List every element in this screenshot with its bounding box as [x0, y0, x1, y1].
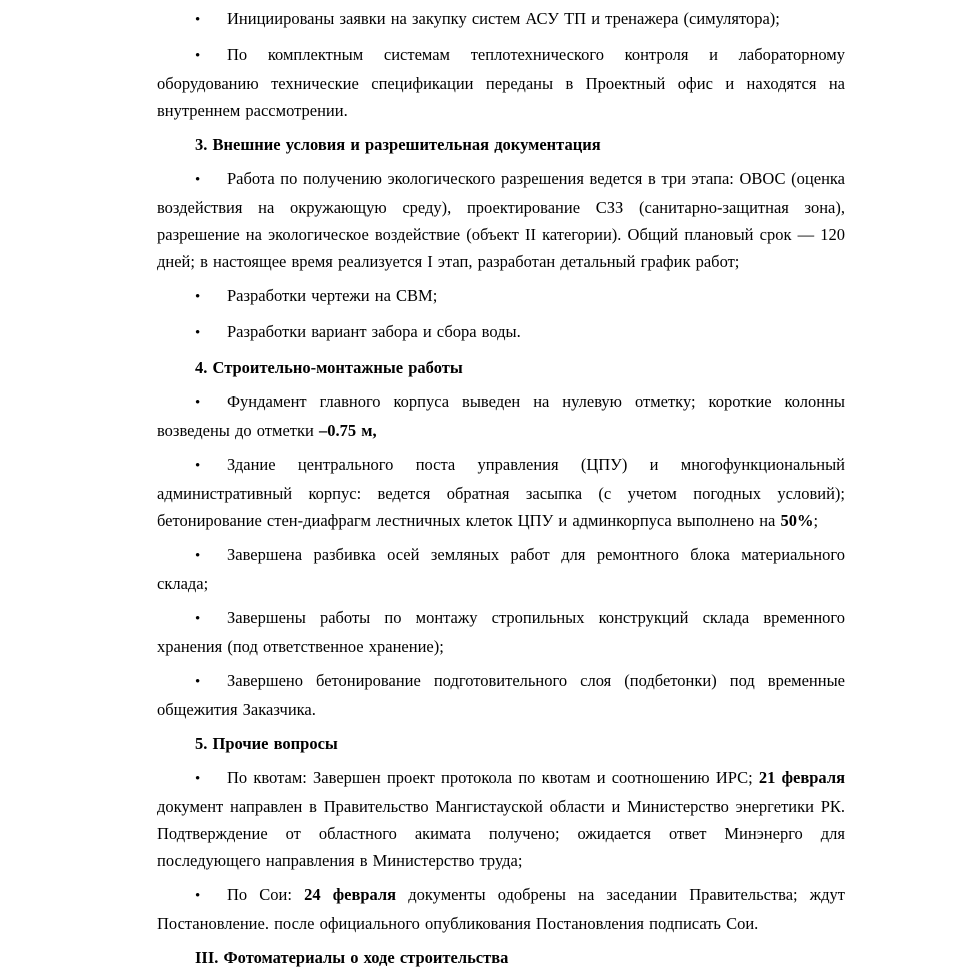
section-heading-5 — [157, 730, 845, 757]
bullet-item-quotas — [157, 764, 845, 874]
bullet-item-cpu-building — [157, 451, 845, 534]
text-run: Разработки вариант забора и сбора воды. — [227, 322, 521, 341]
text-run: документ направлен в Правительство Мангистауской области и Министерство энергетики РК. Подтверждение от областного акимата получено; ожидается ответ Минэнерго для последующего направления в Министерство труда; — [157, 797, 845, 870]
bullet-item-water-intake — [157, 318, 845, 347]
text-run: –0.75 м, — [318, 421, 377, 440]
bullet-item-soi — [157, 881, 845, 937]
bullet-icon: • — [195, 12, 201, 28]
bullet-item-truss-structures — [157, 604, 845, 660]
text-run: По квотам: Завершен проект протокола по квотам и соотношению ИРС; — [227, 768, 759, 787]
text-run: ; — [813, 511, 819, 530]
text-run: III. Фотоматериалы о ходе строительства — [195, 948, 509, 967]
bullet-icon: • — [195, 771, 201, 787]
bullet-item-svm-drawings — [157, 282, 845, 311]
bullet-item-thermal-control — [157, 41, 845, 124]
bullet-item-ecology — [157, 165, 845, 275]
text-run: 50% — [780, 511, 814, 530]
bullet-item-warehouse-axes — [157, 541, 845, 597]
section-heading-4 — [157, 354, 845, 381]
text-run: документы одобрены на заседании Правительства; ждут Постановление. после официального опубликования Постановления подписать Сои. — [157, 885, 845, 933]
text-run: 5. Прочие вопросы — [195, 734, 338, 753]
bullet-icon: • — [195, 888, 201, 904]
text-run: Инициированы заявки на закупку систем АСУ ТП и тренажера (симулятора); — [227, 9, 780, 28]
text-run: 21 февраля — [758, 768, 846, 787]
bullet-icon: • — [195, 611, 201, 627]
section-heading-photo — [157, 944, 845, 971]
bullet-icon: • — [195, 548, 201, 564]
section-heading-3 — [157, 131, 845, 158]
text-run: 24 февраля — [304, 885, 397, 904]
bullet-icon: • — [195, 325, 201, 341]
text-run: Здание центрального поста управления (ЦПУ) и многофункциональный административный корпус: ведется обратная засыпка (с учетом погодных условий); бетонирование стен-диафрагм лестничных клеток ЦПУ и админкорпуса выполнено на — [157, 455, 845, 530]
text-run: Завершено бетонирование подготовительного слоя (подбетонки) под временные общежития Заказчика. — [157, 671, 845, 719]
bullet-item-foundation — [157, 388, 845, 444]
text-run: Разработки чертежи на СВМ; — [227, 286, 438, 305]
bullet-icon: • — [195, 458, 201, 474]
text-run: Работа по получению экологического разрешения ведется в три этапа: ОВОС (оценка воздействия на окружающую среду), проектирование СЗЗ (санитарно-защитная зона), разрешение на экологическое воздействие (объект II категории). Общий плановый срок — 120 дней; в настоящее время реализуется I этап, разработан детальный график работ; — [157, 169, 845, 271]
text-run: Завершена разбивка осей земляных работ для ремонтного блока материального склада; — [157, 545, 845, 593]
bullet-icon: • — [195, 395, 201, 411]
bullet-icon: • — [195, 674, 201, 690]
text-run: 4. Строительно-монтажные работы — [195, 358, 463, 377]
bullet-icon: • — [195, 48, 201, 64]
text-run: Завершены работы по монтажу стропильных конструкций склада временного хранения (под ответственное хранение); — [157, 608, 845, 656]
text-run: По комплектным системам теплотехнического контроля и лабораторному оборудованию технические спецификации переданы в Проектный офис и находятся на внутреннем рассмотрении. — [157, 45, 845, 120]
text-run: Фундамент главного корпуса выведен на нулевую отметку; короткие колонны возведены до отметки — [157, 392, 845, 440]
bullet-item-concrete-layer — [157, 667, 845, 723]
text-run: По Сои: — [227, 885, 305, 904]
text-run: 3. Внешние условия и разрешительная документация — [195, 135, 601, 154]
bullet-icon: • — [195, 172, 201, 188]
bullet-item-asu-tp — [157, 5, 845, 34]
bullet-icon: • — [195, 289, 201, 305]
